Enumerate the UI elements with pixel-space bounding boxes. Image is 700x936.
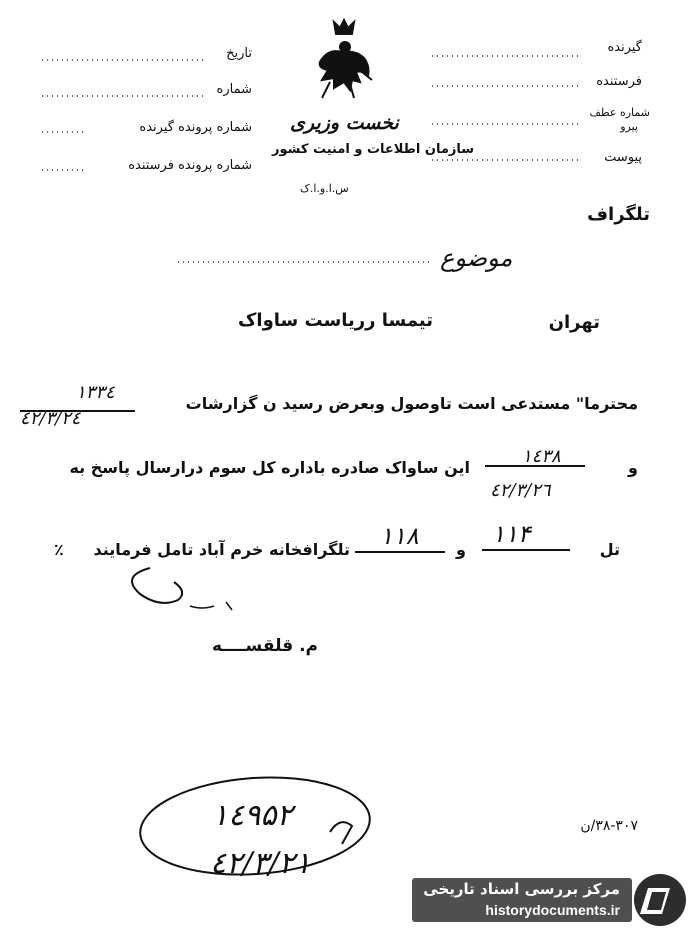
watermark-url[interactable]: historydocuments.ir	[485, 902, 620, 918]
lion-and-sun-emblem-icon	[320, 20, 372, 98]
body-line-3-mark: ٪	[54, 540, 64, 559]
sender-label: فرستنده	[596, 74, 642, 89]
body-line-3-conjunction: و	[456, 540, 466, 559]
org-ministry: نخست وزیری	[290, 112, 399, 134]
body-line-2: این ساواک صادره باداره کل سوم درارسال پاسخ به	[69, 458, 470, 477]
body-line-2-conjunction: و	[628, 458, 638, 477]
body-line-3-prefix: تل	[599, 540, 620, 559]
handwritten-date: ٤۲/۳/۲۱	[210, 846, 311, 881]
ref-number-label: شماره عطف	[589, 106, 650, 119]
document-type: تلگراف	[587, 204, 650, 225]
signature: م. قلقســــه	[212, 636, 318, 656]
reference-2-number: ۱٤۳۸	[522, 446, 561, 467]
addressee-city: تهران	[548, 312, 600, 333]
reference-1-number: ۱۳۳٤	[76, 382, 115, 403]
reference-2-date: ٤۲/۳/۲٦	[490, 480, 551, 501]
number-label: شماره	[216, 82, 252, 97]
body-line-1: محترما" مستدعی است تاوصول وبعرض رسید ن گزارشات	[185, 394, 638, 413]
followup-label: پیرو	[620, 120, 638, 133]
footer-code: ۳۸-۳۰۷/ن	[580, 818, 638, 834]
handwritten-number: ۱٤۹۵۲	[212, 798, 293, 833]
addressee-to: تیمسا رریاست ساواک	[238, 310, 434, 331]
body-line-3: تلگرافخانه خرم آباد تامل فرمایند	[93, 540, 350, 559]
date-label: تاریخ	[226, 46, 252, 61]
archive-logo-icon	[634, 874, 686, 926]
watermark-title: مرکز بررسی اسناد تاریخی	[423, 880, 620, 898]
reference-3b: ۱۱۸	[380, 522, 419, 550]
org-code: س.ا.و.ا.ک	[300, 182, 349, 195]
org-name: سازمان اطلاعات و امنیت کشور	[272, 142, 475, 157]
subject-label: موضوع	[440, 244, 513, 272]
reference-1-date: ٤۲/۳/۲٤	[20, 408, 81, 429]
recipient-label: گیرنده	[607, 40, 642, 55]
reference-3a: ۱۱۴	[492, 520, 531, 548]
sender-file-number-label: شماره پرونده فرستنده	[128, 158, 252, 173]
recipient-file-number-label: شماره پرونده گیرنده	[139, 120, 252, 135]
attachment-label: پیوست	[604, 150, 642, 165]
